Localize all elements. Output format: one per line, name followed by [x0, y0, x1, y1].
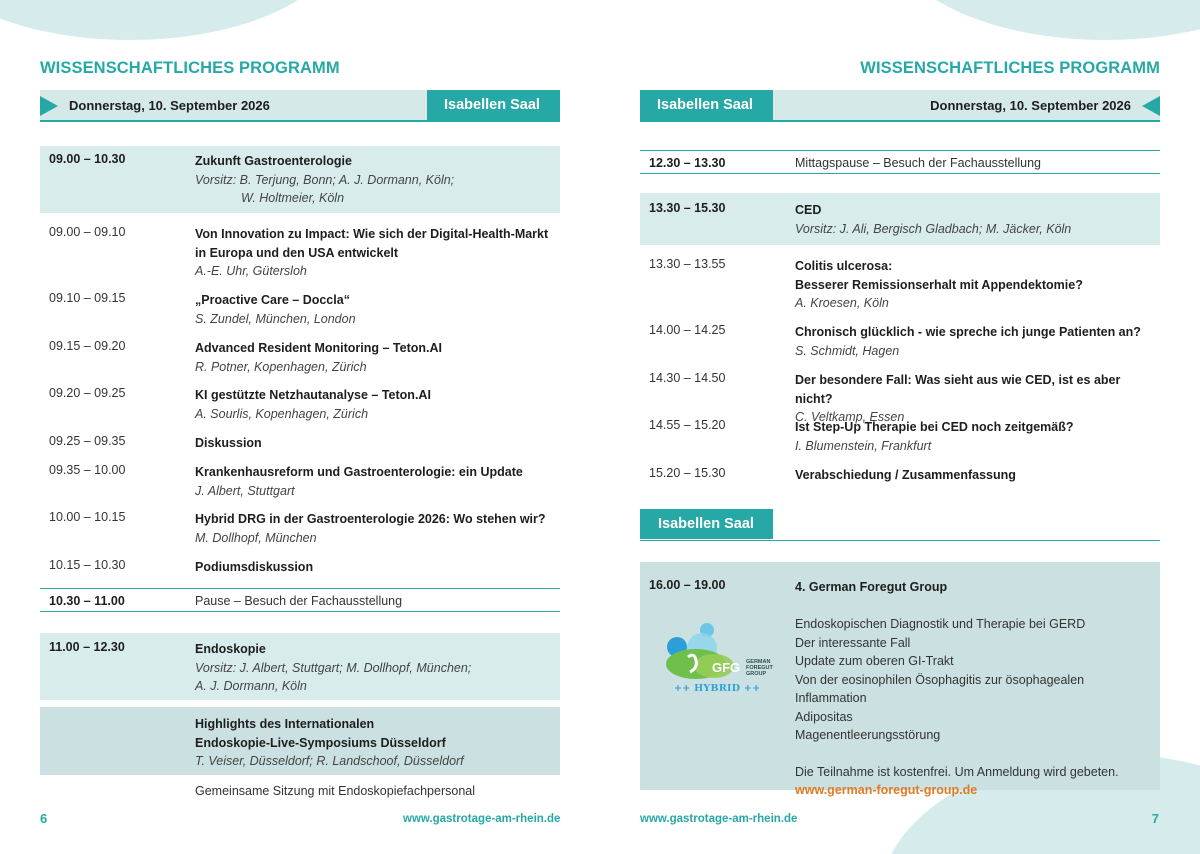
left-page-heading: WISSENSCHAFTLICHES PROGRAMM	[40, 59, 340, 77]
right-hall-tab: Isabellen Saal	[640, 509, 1160, 541]
session-ced: 13.30 – 15.30 CED Vorsitz: J. Ali, Bergisch Gladbach; M. Jäcker, Köln	[640, 193, 1160, 245]
lunch-row: 12.30 – 13.30 Mittagspause – Besuch der Fachausstellung	[640, 150, 1160, 174]
session-zukunft	[40, 146, 560, 213]
topic-item: Adipositas	[795, 709, 853, 724]
left-hall-label: Isabellen Saal	[427, 90, 560, 120]
right-hall-label: Isabellen Saal	[640, 90, 773, 120]
topic-item: Von der eosinophilen Ösophagitis zur ösophagealen Inflammation	[795, 672, 1085, 705]
registration-note: Die Teilnahme ist kostenfrei. Um Anmeldung wird gebeten.	[795, 764, 1119, 779]
decor-shape-top-right	[890, 0, 1200, 40]
right-date: Donnerstag, 10. September 2026	[930, 98, 1131, 113]
session-time: 09.00 – 10.30	[49, 152, 126, 166]
session-chair: Vorsitz: B. Terjung, Bonn; A. J. Dormann, Köln;	[195, 172, 455, 187]
arrow-right-icon	[40, 96, 58, 116]
footer-link-right[interactable]: www.gastrotage-am-rhein.de	[640, 813, 798, 825]
session-title: Zukunft Gastroenterologie	[195, 154, 352, 168]
foregut-link[interactable]: www.german-foregut-group.de	[795, 783, 978, 797]
highlight-session: Highlights des Internationalen Endoskopie-Live-Symposiums Düsseldorf T. Veiser, Düsseldorf; R. Landschoof, Düsseldorf	[40, 707, 560, 775]
logo-hybrid-label: ++ HYBRID ++	[674, 683, 761, 694]
topic-item: Der interessante Fall	[795, 635, 911, 650]
right-page-heading: WISSENSCHAFTLICHES PROGRAMM	[860, 59, 1160, 77]
logo-name: GERMAN FOREGUT GROUP	[746, 659, 773, 677]
session-endoskopie: 11.00 – 12.30 Endoskopie Vorsitz: J. Albert, Stuttgart; M. Dollhopf, München; A. J. Dormann, Köln	[40, 633, 560, 700]
left-date: Donnerstag, 10. September 2026	[69, 98, 270, 113]
pause-row: 10.30 – 11.00 Pause – Besuch der Fachausstellung	[40, 588, 560, 612]
topic-item: Magenentleerungsstörung	[795, 728, 941, 742]
foregut-title: 4. German Foregut Group	[795, 580, 948, 594]
foregut-session: 16.00 – 19.00 4. German Foregut Group Endoskopischen Diagnostik und Therapie bei GERD Der interessante Fall Update zum oberen GI-Trakt Von der eosinophilen Ösophagitis zur ösophagealen Inflammation Adipositas Magenentleerungsstörung Die Teilnahme ist kostenfrei. Um Anmeldung wird gebeten. www.german-foregut-group.de	[640, 562, 1160, 790]
arrow-left-icon	[1142, 96, 1160, 116]
logo-abbreviation: GFG	[712, 660, 741, 675]
topic-item: Endoskopischen Diagnostik und Therapie bei GERD	[795, 617, 1086, 631]
right-date-band	[640, 90, 1160, 122]
page-number-left: 6	[40, 811, 48, 826]
gfg-logo	[662, 620, 777, 700]
session-chair-cont: W. Holtmeier, Köln	[241, 191, 345, 205]
decor-shape-top-left	[0, 0, 340, 40]
page-number-right: 7	[1151, 811, 1159, 826]
footer-link-left[interactable]: www.gastrotage-am-rhein.de	[403, 813, 561, 825]
topic-item: Update zum oberen GI-Trakt	[795, 654, 954, 668]
left-date-band	[40, 90, 560, 122]
